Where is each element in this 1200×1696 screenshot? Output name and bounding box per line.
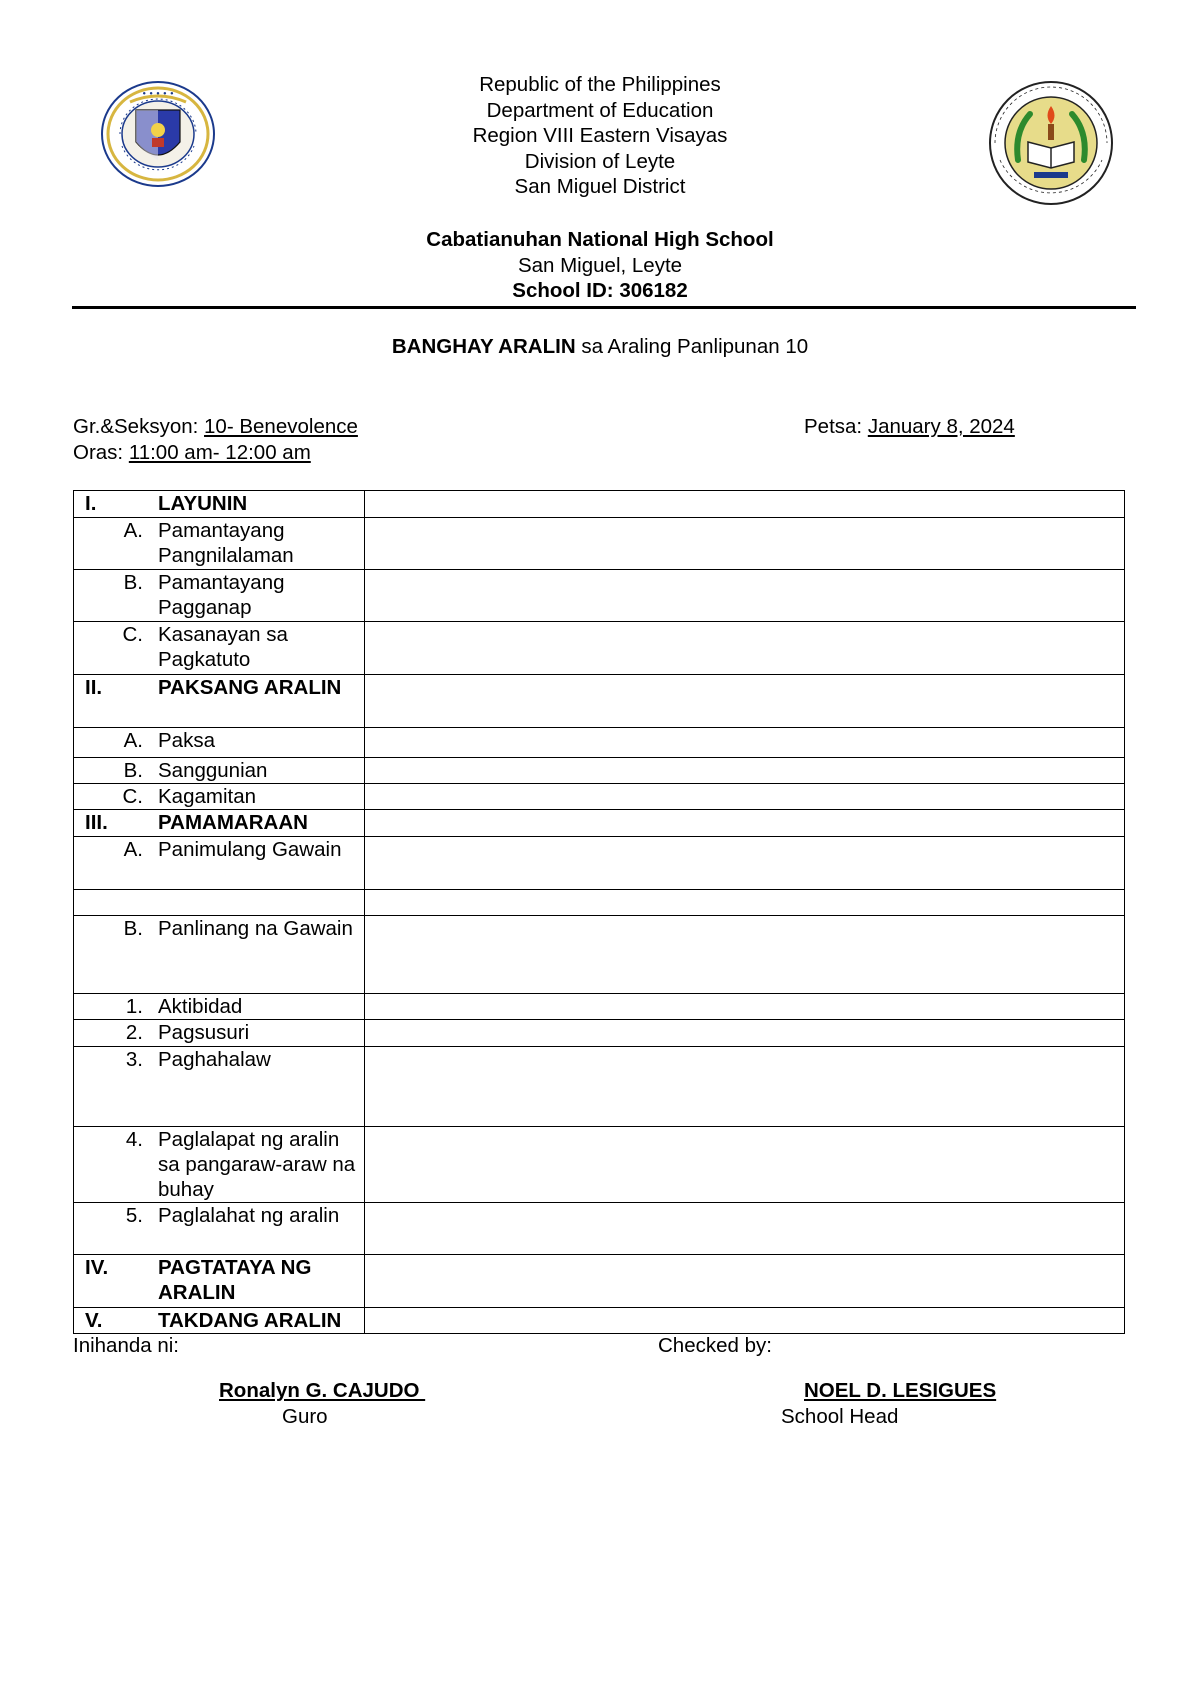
school-name: Cabatianuhan National High School [426, 228, 774, 251]
plan-row [74, 1308, 1125, 1334]
plan-content-cell [365, 675, 1125, 728]
plan-row-label: Panimulang Gawain [158, 838, 342, 861]
plan-label-cell [74, 491, 365, 518]
district-line: San Miguel District [514, 175, 686, 198]
prepared-name: Ronalyn G. CAJUDO [219, 1379, 426, 1402]
prepared-role: Guro [282, 1405, 328, 1428]
plan-row [74, 810, 1125, 837]
plan-row [74, 1020, 1125, 1047]
plan-label-cell [74, 675, 365, 728]
date-info [804, 414, 1015, 440]
plan-content-cell [365, 728, 1125, 758]
time-value: 11:00 am- 12:00 am [128, 441, 311, 464]
plan-row [74, 890, 1125, 916]
plan-row [74, 622, 1125, 675]
plan-row [74, 570, 1125, 622]
plan-content-cell [365, 916, 1125, 994]
plan-label-cell [74, 1203, 365, 1255]
plan-row [74, 1047, 1125, 1127]
plan-row-marker: 4. [125, 1128, 143, 1151]
region-line: Region VIII Eastern Visayas [472, 124, 728, 147]
header-divider [72, 306, 1136, 309]
plan-row-marker: II. [85, 676, 103, 699]
document-title [0, 335, 1200, 359]
department-line: Department of Education [486, 98, 714, 122]
plan-row [74, 784, 1125, 810]
plan-row [74, 994, 1125, 1020]
plan-row [74, 1127, 1125, 1203]
plan-row [74, 837, 1125, 890]
plan-content-cell [365, 1308, 1125, 1334]
plan-row-label: Sanggunian [158, 759, 268, 782]
section-info [73, 414, 358, 440]
plan-label-cell [74, 916, 365, 994]
plan-row [74, 675, 1125, 728]
plan-row-label: Pamantayang Pangnilalaman [158, 519, 294, 567]
plan-label-cell [74, 837, 365, 890]
plan-row-label: Kasanayan sa Pagkatuto [158, 623, 288, 671]
checked-label: Checked by: [658, 1334, 772, 1357]
plan-row-label: PAGTATAYA NG ARALIN [158, 1256, 312, 1304]
date-label: Petsa: [804, 415, 868, 438]
plan-row-marker: V. [85, 1309, 103, 1332]
plan-row-marker: 5. [125, 1204, 143, 1227]
plan-row-label: Paghahalaw [158, 1048, 271, 1071]
plan-label-cell [74, 758, 365, 784]
plan-label-cell [74, 728, 365, 758]
plan-row-label: Kagamitan [158, 785, 257, 808]
plan-row-marker: C. [122, 623, 143, 646]
plan-row [74, 518, 1125, 570]
division-line: Division of Leyte [524, 149, 676, 173]
plan-content-cell [365, 837, 1125, 890]
plan-row-marker: C. [122, 785, 143, 808]
plan-content-cell [365, 994, 1125, 1020]
plan-row-label: PAKSANG ARALIN [158, 676, 342, 699]
plan-content-cell [365, 1127, 1125, 1203]
plan-content-cell [365, 784, 1125, 810]
plan-label-cell [74, 570, 365, 622]
plan-label-cell [74, 810, 365, 837]
plan-content-cell [365, 1255, 1125, 1308]
plan-content-cell [365, 491, 1125, 518]
republic-line: Republic of the Philippines [479, 73, 721, 96]
plan-row-label: LAYUNIN [158, 492, 248, 515]
svg-text:• • • • •: • • • • • [141, 90, 175, 98]
plan-row-label: Paglalahat ng aralin [158, 1204, 340, 1227]
plan-row-marker: I. [85, 492, 97, 515]
plan-label-cell [74, 890, 365, 916]
plan-row-marker: B. [123, 759, 143, 782]
plan-content-cell [365, 1020, 1125, 1047]
plan-row-marker: A. [123, 838, 143, 861]
school-header [0, 227, 1200, 304]
plan-row [74, 728, 1125, 758]
plan-label-cell [74, 994, 365, 1020]
checked-role: School Head [781, 1405, 899, 1428]
plan-row-label: Panlinang na Gawain [158, 917, 353, 940]
plan-label-cell [74, 622, 365, 675]
checked-name: NOEL D. LESIGUES [804, 1379, 997, 1402]
plan-label-cell [74, 1020, 365, 1047]
date-value: January 8, 2024 [867, 415, 1015, 438]
plan-row-label: Paglalapat ng aralin sa pangaraw-araw na buhay [158, 1128, 356, 1201]
school-location: San Miguel, Leyte [517, 253, 683, 277]
plan-row [74, 1203, 1125, 1255]
plan-row-label: Paksa [158, 729, 215, 752]
plan-label-cell [74, 1308, 365, 1334]
plan-row-label: Pamantayang Pagganap [158, 571, 285, 619]
plan-content-cell [365, 1047, 1125, 1127]
plan-label-cell [74, 1255, 365, 1308]
school-id: School ID: 306182 [512, 279, 688, 302]
plan-label-cell [74, 518, 365, 570]
plan-row-marker: 2. [125, 1021, 143, 1044]
plan-content-cell [365, 810, 1125, 837]
plan-row-marker: 3. [125, 1048, 143, 1071]
plan-content-cell [365, 518, 1125, 570]
plan-content-cell [365, 1203, 1125, 1255]
title-bold: BANGHAY ARALIN [391, 335, 576, 358]
plan-row [74, 1255, 1125, 1308]
plan-row-marker: B. [123, 917, 143, 940]
plan-row [74, 916, 1125, 994]
plan-label-cell [74, 1127, 365, 1203]
lesson-plan-table [73, 490, 1125, 1334]
plan-row-label: TAKDANG ARALIN [158, 1309, 342, 1332]
time-info [73, 440, 311, 466]
plan-label-cell [74, 784, 365, 810]
plan-row-marker: A. [123, 729, 143, 752]
plan-row [74, 491, 1125, 518]
plan-row-label: Pagsusuri [158, 1021, 250, 1044]
plan-row-marker: 1. [125, 995, 143, 1018]
prepared-label: Inihanda ni: [73, 1334, 180, 1357]
plan-content-cell [365, 758, 1125, 784]
plan-row-marker: III. [85, 811, 108, 834]
plan-content-cell [365, 890, 1125, 916]
section-label: Gr.&Seksyon: [73, 415, 205, 438]
plan-row-marker: IV. [85, 1256, 109, 1279]
section-value: 10- Benevolence [204, 415, 358, 438]
plan-row-marker: B. [123, 571, 143, 594]
plan-content-cell [365, 622, 1125, 675]
title-rest: sa Araling Panlipunan 10 [575, 335, 809, 358]
plan-content-cell [365, 570, 1125, 622]
plan-row-label: PAMAMARAAN [158, 811, 308, 834]
plan-row-label: Aktibidad [158, 995, 243, 1018]
plan-row-marker: A. [123, 519, 143, 542]
plan-row [74, 758, 1125, 784]
time-label: Oras: [73, 441, 129, 464]
agency-header [0, 72, 1200, 200]
plan-label-cell [74, 1047, 365, 1127]
